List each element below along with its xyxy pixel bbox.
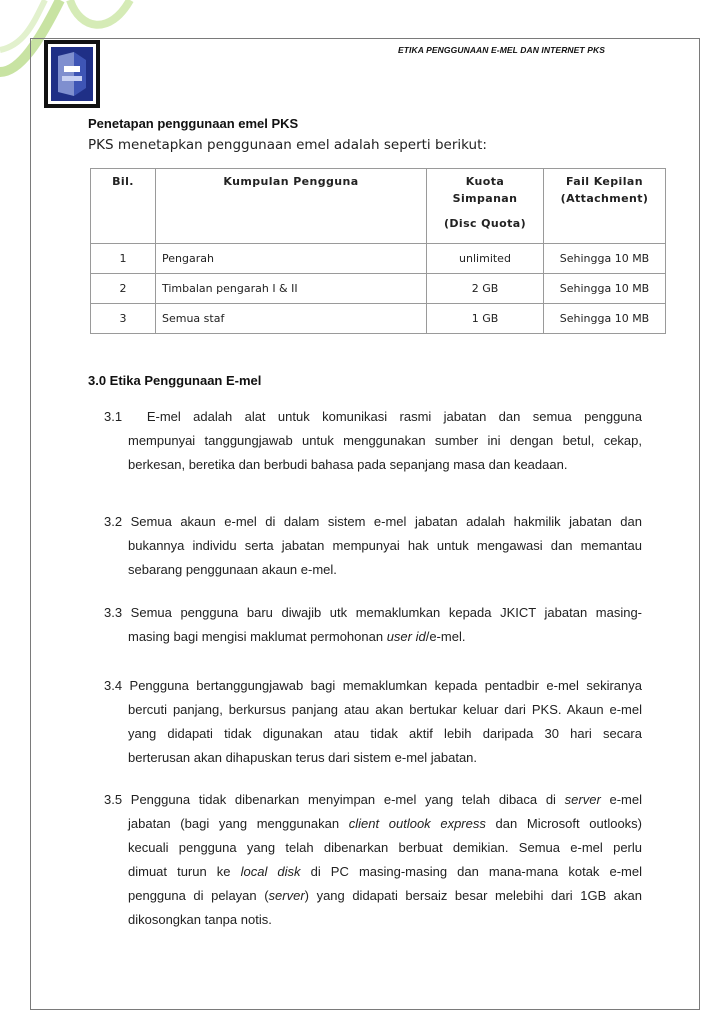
cell-quota: unlimited — [427, 244, 544, 274]
paragraph-line: yang didapati tidak digunakan atau tidak aktif lebih daripada 30 hari secara — [128, 726, 642, 741]
cell-attachment: Sehingga 10 MB — [544, 304, 666, 334]
cell-bil: 1 — [91, 244, 156, 274]
table-row — [91, 244, 666, 274]
cell-bil: 2 — [91, 274, 156, 304]
list-item-3-1 — [104, 405, 642, 477]
header-title: ETIKA PENGGUNAAN E-MEL DAN INTERNET PKS — [398, 45, 605, 55]
paragraph-line: 3.1 E-mel adalah alat untuk komunikasi rasmi jabatan dan semua pengguna — [104, 409, 642, 424]
item-number: 3.4 — [104, 678, 123, 693]
header-attachment: Fail Kepilan (Attachment) — [544, 169, 666, 244]
header-bil: Bil. — [91, 169, 156, 244]
policy-heading: Penetapan penggunaan emel PKS — [88, 116, 299, 131]
paragraph-line: berkesan, beretika dan berbudi bahasa pada sepanjang masa dan keadaan. — [128, 457, 568, 472]
table-row — [91, 304, 666, 334]
paragraph-line: bukannya individu serta jabatan mempunyai hak untuk mengawasi dan memantau — [128, 538, 642, 553]
paragraph-line: 3.3 Semua pengguna baru diwajib utk memaklumkan kepada JKICT jabatan masing- — [104, 605, 642, 620]
policy-intro: PKS menetapkan penggunaan emel adalah seperti berikut: — [88, 137, 487, 153]
header-user-group: Kumpulan Pengguna — [156, 169, 427, 244]
item-number: 3.2 — [104, 514, 123, 529]
cell-quota: 2 GB — [427, 274, 544, 304]
email-quota-table — [90, 168, 666, 334]
cell-quota: 1 GB — [427, 304, 544, 334]
item-number: 3.3 — [104, 605, 123, 620]
table-row — [91, 274, 666, 304]
paragraph-line: berterusan akan dihapuskan terus dari sistem e-mel jabatan. — [128, 750, 478, 765]
list-item-3-4 — [104, 674, 642, 770]
item-number: 3.1 — [104, 409, 123, 424]
paragraph-line: dimuat turun ke local disk di PC masing-masing dan mana-mana kotak e-mel — [128, 864, 643, 879]
paragraph-line: dikosongkan tanpa notis. — [128, 912, 272, 927]
organization-logo — [44, 40, 100, 108]
paragraph-line: masing bagi mengisi maklumat permohonan user id/e-mel. — [128, 629, 466, 644]
section-3-heading: 3.0 Etika Penggunaan E-mel — [88, 373, 262, 388]
paragraph-line: 3.2 Semua akaun e-mel di dalam sistem e-mel jabatan adalah hakmilik jabatan dan — [104, 514, 642, 529]
cell-user-group: Pengarah — [156, 244, 427, 274]
cell-attachment: Sehingga 10 MB — [544, 244, 666, 274]
header-disc-quota: Kuota Simpanan (Disc Quota) — [427, 169, 544, 244]
cell-user-group: Semua staf — [156, 304, 427, 334]
paragraph-line: mempunyai tanggungjawab untuk menggunakan sumber ini dengan betul, cekap, — [128, 433, 642, 448]
cell-attachment: Sehingga 10 MB — [544, 274, 666, 304]
paragraph-line: jabatan (bagi yang menggunakan client outlook express dan Microsoft outlooks) — [128, 816, 643, 831]
paragraph-line: sebarang penggunaan akaun e-mel. — [128, 562, 337, 577]
list-item-3-3 — [104, 601, 642, 649]
table-header-row — [91, 169, 666, 244]
paragraph-line: kecuali pengguna yang telah dibenarkan berbuat demikian. Semua e-mel perlu — [128, 840, 642, 855]
paragraph-line: pengguna di pelayan (server) yang didapati bersaiz besar melebihi dari 1GB akan — [128, 888, 643, 903]
cell-user-group: Timbalan pengarah I & II — [156, 274, 427, 304]
paragraph-line: 3.5 Pengguna tidak dibenarkan menyimpan e-mel yang telah dibaca di server e-mel — [104, 792, 642, 807]
cell-bil: 3 — [91, 304, 156, 334]
list-item-3-5 — [104, 788, 642, 932]
item-number: 3.5 — [104, 792, 123, 807]
list-item-3-2 — [104, 510, 642, 582]
paragraph-line: 3.4 Pengguna bertanggungjawab bagi memaklumkan kepada pentadbir e-mel sekiranya — [104, 678, 642, 693]
paragraph-line: bercuti panjang, berkursus panjang atau akan bertukar keluar dari PKS. Akaun e-mel — [128, 702, 642, 717]
